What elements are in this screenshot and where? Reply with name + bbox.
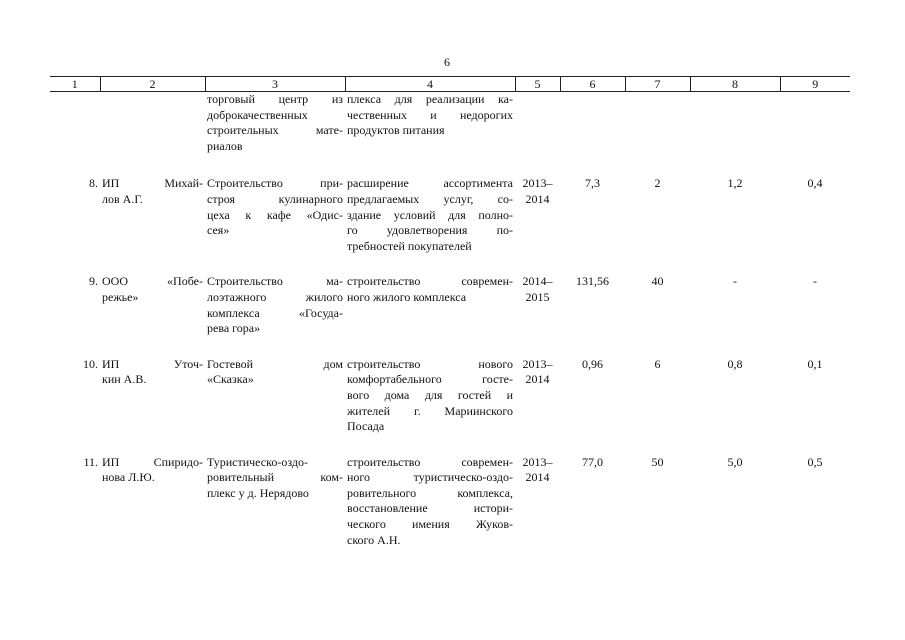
implementation-period	[515, 92, 560, 177]
implementation-period-line: 2013–	[522, 454, 553, 469]
value-col-9: 0,5	[807, 454, 823, 469]
project-goal-line: вого дома для гостей и	[347, 387, 513, 402]
table-row	[50, 176, 850, 274]
row-number: 10.	[83, 356, 98, 371]
implementation-period	[515, 357, 560, 455]
value-col-7: 40	[651, 274, 664, 289]
organization-name	[100, 357, 205, 455]
project-goal-line: жителей г. Мариинского	[347, 403, 513, 418]
organization-name	[100, 274, 205, 356]
row-number	[50, 92, 100, 177]
project-goal-line: предлагаемых услуг, со-	[347, 191, 513, 206]
project-object	[205, 92, 345, 177]
column-header-3: 3	[205, 77, 345, 92]
value-col-6: 7,3	[585, 176, 600, 191]
project-object-line: Гостевой дом	[207, 356, 343, 371]
column-header-1: 1	[50, 77, 100, 92]
implementation-period	[515, 274, 560, 356]
value-col-8: -	[733, 274, 737, 289]
implementation-period	[515, 455, 560, 549]
organization-name-line: режье»	[102, 289, 139, 304]
project-goal-line: ного туристическо-оздо-	[347, 470, 513, 485]
implementation-period	[515, 176, 560, 274]
project-goal	[345, 455, 515, 549]
column-header-5: 5	[515, 77, 560, 92]
project-goal-line: восстановление истори-	[347, 501, 513, 516]
value-col-8: 0,8	[727, 356, 743, 371]
organization-name-line: ИП Спиридо-	[102, 454, 203, 469]
project-object-line: строительных мате-	[207, 123, 343, 138]
implementation-period-line: 2014	[525, 372, 550, 387]
project-object-line: ровительный ком-	[207, 470, 343, 485]
project-object-line: Строительство ма-	[207, 274, 343, 289]
value-col-6: 77,0	[582, 454, 603, 469]
organization-name	[100, 92, 205, 177]
project-object	[205, 455, 345, 549]
project-goal	[345, 274, 515, 356]
project-goal-line: продуктов питания	[347, 123, 445, 138]
column-header-9: 9	[780, 77, 850, 92]
project-object-line: строя кулинарного	[207, 191, 343, 206]
project-object	[205, 357, 345, 455]
row-number: 9.	[89, 274, 98, 289]
project-goal-line: строительство нового	[347, 356, 513, 371]
table-row	[50, 357, 850, 455]
project-goal-line: ского А.Н.	[347, 532, 401, 547]
project-goal-line: требностей покупателей	[347, 238, 472, 253]
column-header-2: 2	[100, 77, 205, 92]
project-object-line: цеха к кафе «Одис-	[207, 207, 343, 222]
value-col-6: 131,56	[576, 274, 609, 289]
project-goal-line: здание условий для полно-	[347, 207, 513, 222]
project-goal-line: расширение ассортимента	[347, 176, 513, 191]
investment-projects-table	[50, 76, 850, 548]
row-number: 8.	[89, 176, 98, 191]
project-object-line: плекс у д. Нерядово	[207, 485, 309, 500]
table-row	[50, 274, 850, 356]
project-goal-line: ческого имения Жуков-	[347, 517, 513, 532]
row-number: 11.	[83, 454, 98, 469]
value-col-9: 0,4	[807, 176, 823, 191]
organization-name-line: лов А.Г.	[102, 191, 143, 206]
project-object-line: торговый центр из	[207, 92, 343, 106]
table-body	[50, 92, 850, 549]
column-header-4: 4	[345, 77, 515, 92]
organization-name-line: ИП Уточ-	[102, 356, 203, 371]
project-object-line: Строительство при-	[207, 176, 343, 191]
project-goal	[345, 92, 515, 177]
project-object-line: рева гора»	[207, 321, 261, 336]
project-goal-line: ного жилого комплекса	[347, 289, 467, 304]
organization-name	[100, 176, 205, 274]
value-col-7	[625, 92, 690, 177]
column-header-8: 8	[690, 77, 780, 92]
page-number: 6	[444, 55, 450, 69]
project-object-line: Туристическо-оздо-	[207, 454, 308, 469]
project-object-line: доброкачественных	[207, 107, 308, 122]
implementation-period-line: 2014	[525, 470, 550, 485]
project-goal-line: ровительного комплекса,	[347, 485, 513, 500]
project-goal-line: чественных и недорогих	[347, 107, 513, 122]
project-object-line: риалов	[207, 138, 243, 153]
project-object-line: сея»	[207, 223, 230, 238]
value-col-9: 0,1	[807, 356, 823, 371]
organization-name-line: ИП Михай-	[102, 176, 203, 191]
implementation-period-line: 2014	[525, 191, 550, 206]
project-object-line: лоэтажного жилого	[207, 289, 343, 304]
project-goal-line: Посада	[347, 419, 385, 434]
project-object	[205, 176, 345, 274]
project-object-line: комплекса «Госуда-	[207, 305, 343, 320]
value-col-8: 5,0	[727, 454, 743, 469]
project-object-line: «Сказка»	[207, 372, 254, 387]
project-goal-line: строительство современ-	[347, 274, 513, 289]
value-col-7: 2	[654, 176, 661, 191]
table-row	[50, 455, 850, 549]
implementation-period-line: 2013–	[522, 356, 553, 371]
value-col-9: -	[813, 274, 817, 289]
implementation-period-line: 2015	[525, 289, 550, 304]
value-col-6: 0,96	[582, 356, 603, 371]
table-header	[50, 77, 850, 92]
column-header-6: 6	[560, 77, 625, 92]
organization-name-line: кин А.В.	[102, 372, 147, 387]
project-goal-line: плекса для реализации ка-	[347, 92, 513, 106]
organization-name	[100, 455, 205, 549]
project-object	[205, 274, 345, 356]
column-header-7: 7	[625, 77, 690, 92]
project-goal-line: го удовлетворения по-	[347, 223, 513, 238]
value-col-6	[560, 92, 625, 177]
implementation-period-line: 2013–	[522, 176, 553, 191]
organization-name-line: нова Л.Ю.	[102, 470, 155, 485]
value-col-9	[780, 92, 850, 177]
project-goal-line: комфортабельного госте-	[347, 372, 513, 387]
value-col-7: 6	[654, 356, 661, 371]
project-goal	[345, 176, 515, 274]
organization-name-line: ООО «Побе-	[102, 274, 203, 289]
project-goal-line: строительство современ-	[347, 454, 513, 469]
table-row	[50, 92, 850, 177]
value-col-8	[690, 92, 780, 177]
value-col-8: 1,2	[727, 176, 743, 191]
implementation-period-line: 2014–	[522, 274, 553, 289]
project-goal	[345, 357, 515, 455]
value-col-7: 50	[651, 454, 664, 469]
